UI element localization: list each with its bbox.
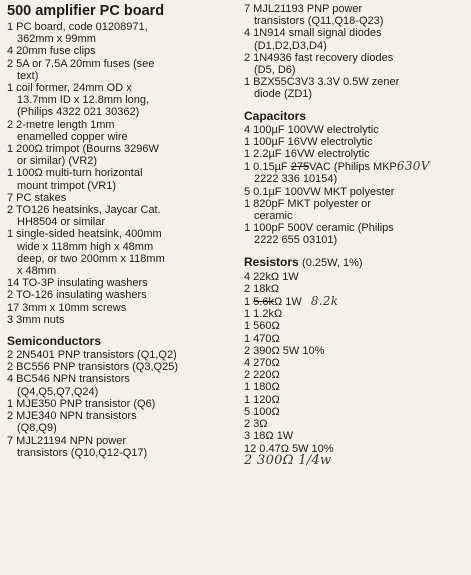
- semiconductors-heading: Semiconductors: [7, 334, 102, 349]
- handwritten-note: 8.2k: [310, 294, 339, 309]
- list-item: [244, 452, 466, 468]
- item-text: 2 1N4936 fast recovery diodes: [244, 51, 394, 64]
- item-text: 14 TO-3P insulating washers: [7, 277, 148, 290]
- list-item: [7, 302, 239, 314]
- list-item: [7, 289, 239, 301]
- list-item: [7, 45, 239, 57]
- item-continuation: wide x 118mm high x 48mm: [17, 240, 154, 253]
- item-text: 4 20mm fuse clips: [7, 45, 96, 58]
- list-item: [7, 435, 239, 459]
- list-item: [7, 119, 239, 143]
- item-text: 1 0.15µF: [244, 161, 291, 174]
- list-item: [7, 361, 239, 373]
- list-item: 2 3Ω: [244, 418, 268, 431]
- right-column: [244, 3, 466, 467]
- item-text: 1 200Ω trimpot (Bourns 3296W: [7, 143, 159, 156]
- list-item: 4 270Ω: [244, 357, 280, 370]
- list-item: [7, 167, 239, 191]
- list-item: 4 100µF 100VW electrolytic: [244, 123, 379, 136]
- item-text: 7 PC stakes: [7, 191, 67, 204]
- general-parts-list: [7, 21, 239, 326]
- list-item: [7, 373, 239, 397]
- semiconductors-list-left: [7, 349, 239, 459]
- list-item: [244, 160, 466, 185]
- list-item: [7, 143, 239, 167]
- list-item: [7, 410, 239, 434]
- item-text: 1 BZX55C3V3 3.3V 0.5W zener: [244, 76, 400, 89]
- item-text: 1 100Ω multi-turn horizontal: [7, 167, 143, 180]
- list-item: [244, 27, 466, 51]
- item-continuation: 2222 336 10154): [254, 173, 338, 186]
- resistors-title: Resistors: [244, 254, 299, 269]
- resistors-note: (0.25W, 1%): [302, 256, 363, 269]
- item-text: 2 BC556 PNP transistors (Q3,Q25): [7, 361, 178, 374]
- item-text: 1 PC board, code 01208971,: [7, 21, 148, 33]
- list-item: 5 0.1µF 100VW MKT polyester: [244, 185, 395, 198]
- list-item: 1 1.2kΩ: [244, 308, 283, 321]
- list-item: [7, 21, 239, 45]
- item-text: 4 1N914 small signal diodes: [244, 27, 382, 40]
- item-continuation: x 48mm: [17, 265, 57, 278]
- item-continuation: 2222 655 03101): [254, 234, 338, 247]
- item-text: 4 BC546 NPN transistors: [7, 373, 130, 386]
- list-item: 1 100µF 16VW electrolytic: [244, 135, 373, 148]
- item-continuation: diode (ZD1): [254, 88, 313, 101]
- struck-voltage: 275: [290, 161, 310, 174]
- item-continuation: (D1,D2,D3,D4): [254, 39, 327, 52]
- item-text: 3 3mm nuts: [7, 313, 65, 326]
- item-continuation: ceramic: [254, 210, 293, 223]
- item-continuation: enamelled copper wire: [17, 130, 128, 143]
- item-text: 2 2N5401 PNP transistors (Q1,Q2): [7, 349, 177, 362]
- item-continuation: (D5, D6): [254, 64, 296, 77]
- list-item: [244, 52, 466, 76]
- item-text: 1 single-sided heatsink, 400mm: [7, 228, 162, 241]
- resistors-list: [244, 271, 466, 467]
- item-text: 2 MJE340 NPN transistors: [7, 410, 137, 423]
- item-text: 1 coil former, 24mm OD x: [7, 82, 132, 95]
- item-text: Ω 1W: [273, 296, 302, 309]
- item-text: 7 MJL21194 NPN power: [7, 434, 127, 447]
- list-item: [7, 82, 239, 119]
- list-item: [7, 314, 239, 326]
- list-item: 3 18Ω 1W: [244, 430, 294, 443]
- item-continuation: transistors (Q11,Q18-Q23): [254, 15, 384, 28]
- handwritten-note: 630V: [396, 159, 430, 174]
- item-text: 1: [244, 296, 254, 309]
- list-item: [244, 222, 466, 246]
- list-item: [7, 398, 239, 410]
- list-item: 4 22kΩ 1W: [244, 270, 299, 283]
- list-item: 2 390Ω 5W 10%: [244, 344, 325, 357]
- left-column: [7, 3, 239, 459]
- list-item: 1 560Ω: [244, 320, 280, 333]
- page-title: 500 amplifier PC board: [7, 3, 165, 19]
- list-item: 2 18kΩ: [244, 282, 280, 295]
- item-text: 7 MJL21193 PNP power: [244, 3, 363, 15]
- list-item: [7, 192, 239, 204]
- item-continuation: (Philips 4322 021 30362): [17, 106, 140, 119]
- list-item: 1 180Ω: [244, 381, 280, 394]
- list-item: [244, 3, 466, 27]
- list-item: [244, 295, 466, 308]
- item-continuation: transistors (Q10,Q12-Q17): [17, 446, 148, 459]
- item-text: 17 3mm x 10mm screws: [7, 301, 127, 314]
- item-continuation: (Q8,Q9): [17, 422, 57, 435]
- item-text: 2 5A or 7.5A 20mm fuses (see: [7, 57, 155, 70]
- item-continuation: or similar) (VR2): [17, 155, 98, 168]
- item-text: 2 TO126 heatsinks, Jaycar Cat.: [7, 204, 161, 217]
- item-continuation: deep, or two 200mm x 118mm: [17, 252, 165, 265]
- list-item: [7, 58, 239, 82]
- list-item: [7, 204, 239, 228]
- list-item: 1 470Ω: [244, 332, 280, 345]
- list-item: [7, 277, 239, 289]
- semiconductors-list-right: [244, 3, 466, 101]
- list-item: 12 0.47Ω 5W 10%: [244, 442, 334, 455]
- list-item: 5 100Ω: [244, 405, 280, 418]
- item-text: 1 820pF MKT polyester or: [244, 197, 371, 210]
- handwritten-note: 2 300Ω 1/4w: [244, 452, 332, 468]
- item-text: 1 100pF 500V ceramic (Philips: [244, 222, 394, 235]
- list-item: 1 120Ω: [244, 393, 280, 406]
- item-continuation: 13.7mm ID x 12.8mm long,: [17, 94, 150, 107]
- list-item: [7, 349, 239, 361]
- list-item: [244, 198, 466, 222]
- list-item: 2 220Ω: [244, 369, 280, 382]
- item-continuation: 362mm x 99mm: [17, 33, 96, 46]
- capacitors-list: [244, 124, 466, 247]
- item-text: 2 TO-126 insulating washers: [7, 289, 147, 302]
- struck-value: 5.6k: [253, 296, 274, 309]
- list-item: [244, 76, 466, 100]
- resistors-heading: [244, 255, 466, 270]
- item-text: 1 MJE350 PNP transistor (Q6): [7, 397, 156, 410]
- item-continuation: text): [17, 69, 39, 82]
- list-item: 1 2.2µF 16VW electrolytic: [244, 148, 370, 161]
- item-continuation: HH8504 or similar: [17, 216, 106, 229]
- item-text: VAC (Philips MKP: [309, 161, 397, 174]
- item-continuation: mount trimpot (VR1): [17, 179, 117, 192]
- capacitors-heading: Capacitors: [244, 108, 307, 123]
- list-item: [7, 228, 239, 277]
- item-text: 2 2-metre length 1mm: [7, 118, 115, 131]
- item-continuation: (Q4,Q5,Q7,Q24): [17, 385, 99, 398]
